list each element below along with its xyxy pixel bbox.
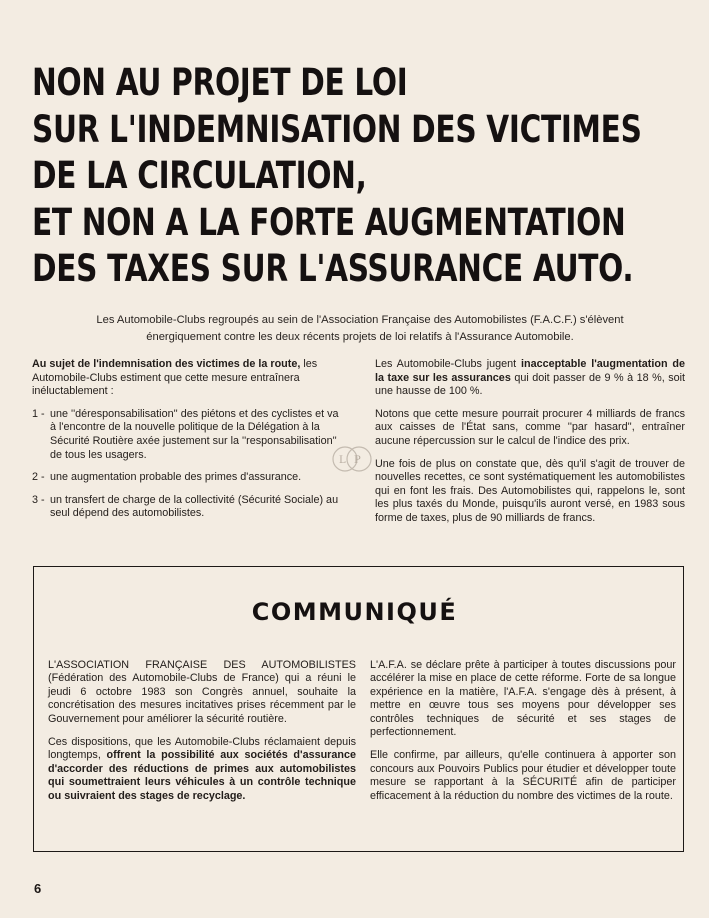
list-item xyxy=(32,471,344,485)
communique-left-column xyxy=(48,659,356,813)
right-p1-bold: inacceptable l'augmentation de la taxe sur les assurances xyxy=(375,358,685,384)
left-intro-text: les Automobile-Clubs estiment que cette mesure entraînera inéluctablement : xyxy=(32,358,318,398)
list-text: un transfert de charge de la collectivité (Sécurité Sociale) au seul dépend des automobilistes. xyxy=(50,493,339,520)
left-intro-paragraph xyxy=(32,358,344,399)
headline-line: NON AU PROJET DE LOI xyxy=(32,61,408,104)
intro-paragraph xyxy=(40,312,680,346)
consequences-list xyxy=(32,408,344,521)
list-item xyxy=(32,408,344,462)
list-number: 2 - xyxy=(32,471,45,484)
svg-text:L: L xyxy=(339,455,346,466)
communique-right-paragraph-1: L'A.F.A. se déclare prête à participer à toutes discussions pour accélérer la mise en place de cette réforme. Forte de sa longue expérience en la matière, l'A.F.A. s'engage dès à présent, à mettre en œuvre tous ses moyens pour développer ses contrôles techniques de sécurité et ses stages de perfectionnement. xyxy=(370,659,676,739)
right-p1-start: Les Automobile-Clubs jugent xyxy=(375,358,521,370)
list-number: 1 - xyxy=(32,407,45,420)
communique-left-p2-bold: offrent la possibilité aux sociétés d'assurance d'accorder des réductions de primes aux automobilistes qui soumettraient leurs véhicules à un contrôle technique ou suivraient des stages de recyclage. xyxy=(48,749,356,802)
list-number: 3 - xyxy=(32,493,45,506)
communique-left-p2-start: Ces dispositions, que les Automobile-Clubs réclamaient depuis longtemps, xyxy=(48,736,356,762)
headline-line: SUR L'INDEMNISATION DES VICTIMES xyxy=(32,107,642,151)
left-column xyxy=(32,358,344,531)
intro-line: énergiquement contre les deux récents projets de loi relatifs à l'Assurance Automobile. xyxy=(146,331,574,343)
library-stamp-icon xyxy=(330,444,374,474)
communique-left-paragraph-2 xyxy=(48,736,356,803)
headline xyxy=(32,60,696,293)
page-number: 6 xyxy=(34,881,42,896)
communique-title: COMMUNIQUÉ xyxy=(251,598,458,626)
communique-right-paragraph-2: Elle confirme, par ailleurs, qu'elle continuera à apporter son concours aux Pouvoirs Publics pour étudier et développer toute mesure se rapportant à la SÉCURITÉ afin de participer efficacement à la réduction du nombre des victimes de la route. xyxy=(370,749,676,802)
list-item xyxy=(32,494,344,521)
communique-left-paragraph-1: L'ASSOCIATION FRANÇAISE DES AUTOMOBILISTES (Fédération des Automobile-Clubs de France) qui a réuni le jeudi 6 octobre 1983 son Congrès annuel, souhaite la concrétisation des mesures incitatives prises récemment par le Gouvernement pour améliorer la sécurité routière. xyxy=(48,659,356,725)
intro-line: Les Automobile-Clubs regroupés au sein de l'Association Française des Automobilistes (F.A.C.F.) s'élèvent xyxy=(96,314,624,326)
headline-line: DES TAXES SUR L'ASSURANCE AUTO. xyxy=(32,247,634,290)
right-p1-end: qui doit passer de 9 % à 18 %, soit une hausse de 100 %. xyxy=(375,371,685,398)
headline-line: DE LA CIRCULATION, xyxy=(32,154,367,197)
right-paragraph-2: Notons que cette mesure pourrait procurer 4 milliards de francs aux caisses de l'État sans, comme ''par hasard'', entraîner aucune répercussion sur le calcul de l'indice des prix. xyxy=(375,407,685,447)
right-paragraph-3: Une fois de plus on constate que, dès qu'il s'agit de trouver de nouvelles recettes, ce sont systématiquement les automobilistes qui en font les frais. Des Automobilistes qui, rappelons le, sont les plus taxés du Monde, puisqu'ils auront versé, en 1983 sous forme de taxes, plus de 90 milliards de francs. xyxy=(375,457,685,524)
right-paragraph-1 xyxy=(375,358,685,399)
headline-line: ET NON A LA FORTE AUGMENTATION xyxy=(32,200,626,244)
svg-text:P: P xyxy=(354,455,361,466)
communique-right-column xyxy=(370,659,676,813)
list-text: une ''déresponsabilisation'' des piétons et des cyclistes et va à l'encontre de la nouvelle politique de la Délégation à la Sécurité Routière axée justement sur la ''responsabilisation'' de tous les usagers. xyxy=(50,407,339,461)
right-column xyxy=(375,358,685,535)
list-text: une augmentation probable des primes d'assurance. xyxy=(50,471,302,484)
left-intro-bold: Au sujet de l'indemnisation des victimes de la route, xyxy=(32,358,301,370)
